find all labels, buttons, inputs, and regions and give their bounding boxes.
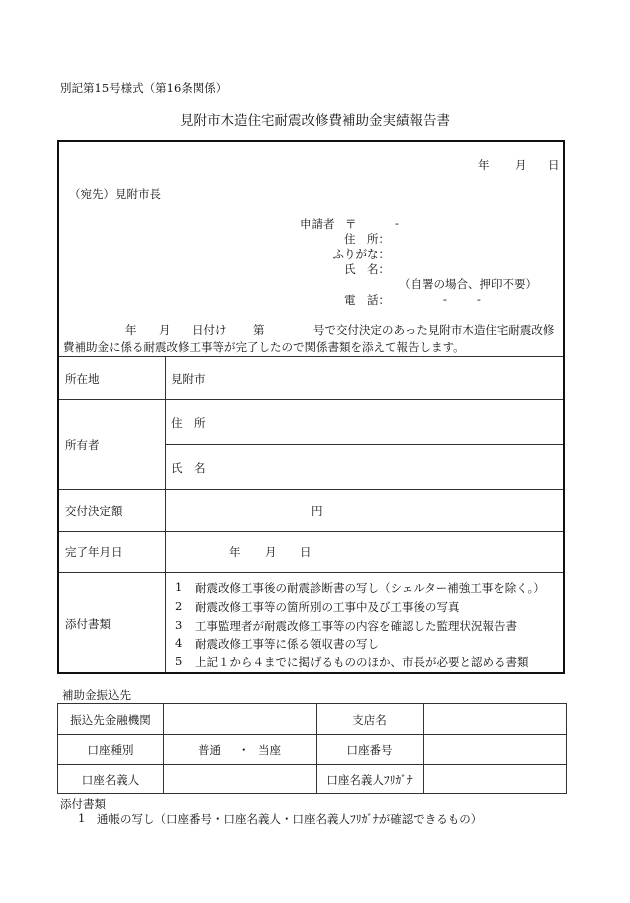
report-form-box [57,140,565,674]
intro-sentence-line2: 費補助金に係る耐震改修工事等が完了したので関係書類を添えて報告します。 [63,340,465,354]
location-label: 所在地 [65,372,100,386]
attachment-number: 1 [175,580,183,594]
row-divider [59,531,563,532]
intro-day: 日付け [192,323,227,337]
row-divider [165,444,563,445]
name-label: 氏 名： [344,262,390,276]
owner-address-label: 住 所 [171,416,206,430]
row-divider [58,764,566,765]
attachment-number: 3 [175,618,183,632]
account-type-current: 当座 [258,743,281,757]
date-year-label: 年 [478,158,490,172]
applicant-label: 申請者 [300,217,335,231]
addressee: （宛先）見附市長 [69,187,161,201]
account-type-label: 口座種別 [87,743,134,757]
attachment-item: 耐震改修工事等に係る領収書の写し [195,637,379,651]
attachment-item: 耐震改修工事等の箇所別の工事中及び工事後の写真 [195,600,460,614]
grant-amount-unit: 円 [311,504,323,518]
account-holder-kana-label: 口座名義人ﾌﾘｶﾞﾅ [326,773,413,787]
form-number-label: 別記第15号様式（第16条関係） [60,81,228,95]
postal-mark: 〒 [345,217,357,231]
completion-year: 年 [229,545,241,559]
attachments-label: 添付書類 [65,617,111,631]
attachment-number: 5 [175,654,183,668]
column-divider [165,356,166,672]
phone-label: 電 話： [344,293,390,307]
completion-date-label: 完了年月日 [65,545,123,559]
branch-label: 支店名 [352,713,387,727]
row-divider [59,489,563,490]
date-month-label: 月 [515,158,527,172]
attachment-number: 2 [175,599,183,613]
attachment-item: 上記１から４までに掲げるもののほか、市長が必要と認める書類 [195,655,529,669]
row-divider [58,734,566,735]
intro-sentence-rest: 号で交付決定のあった見附市木造住宅耐震改修 [313,323,555,337]
attachment-number: 4 [175,636,183,650]
column-divider [163,704,164,793]
footer-attachment-number: 1 [78,811,86,825]
bank-transfer-table [57,703,567,794]
account-number-label: 口座番号 [346,743,393,757]
account-holder-label: 口座名義人 [81,773,140,787]
table-top-line [59,356,563,357]
intro-year: 年 [125,323,137,337]
postal-dash: - [395,216,399,230]
footer-attachments-title: 添付書類 [60,797,106,811]
owner-name-label: 氏 名 [171,461,206,475]
intro-dai: 第 [253,323,265,337]
furigana-label: ふりがな： [332,247,390,261]
location-value: 見附市 [171,372,206,386]
account-type-ordinary: 普通 [198,743,221,757]
owner-label: 所有者 [65,438,100,452]
intro-month: 月 [159,323,171,337]
address-label: 住 所： [344,232,390,246]
completion-day: 日 [300,545,312,559]
completion-month: 月 [265,545,277,559]
row-divider [59,399,563,400]
footer-attachment-text: 通帳の写し（口座番号・口座名義人・口座名義人ﾌﾘｶﾞﾅが確認できるもの） [97,812,483,826]
institution-label: 振込先金融機関 [70,713,151,727]
date-day-label: 日 [548,158,560,172]
seal-note: （自署の場合、押印不要） [399,277,537,291]
attachment-item: 工事監理者が耐震改修工事等の内容を確認した監理状況報告書 [195,619,517,633]
account-type-separator: ・ [238,743,250,757]
grant-amount-label: 交付決定額 [65,504,123,518]
column-divider [423,704,424,793]
row-divider [59,572,563,573]
phone-dash-2: - [477,292,481,306]
attachment-item: 耐震改修工事後の耐震診断書の写し（シェルター補強工事を除く。） [195,581,545,595]
phone-dash-1: - [443,292,447,306]
document-title: 見附市木造住宅耐震改修費補助金実績報告書 [180,113,450,129]
bank-section-title: 補助金振込先 [62,688,131,702]
